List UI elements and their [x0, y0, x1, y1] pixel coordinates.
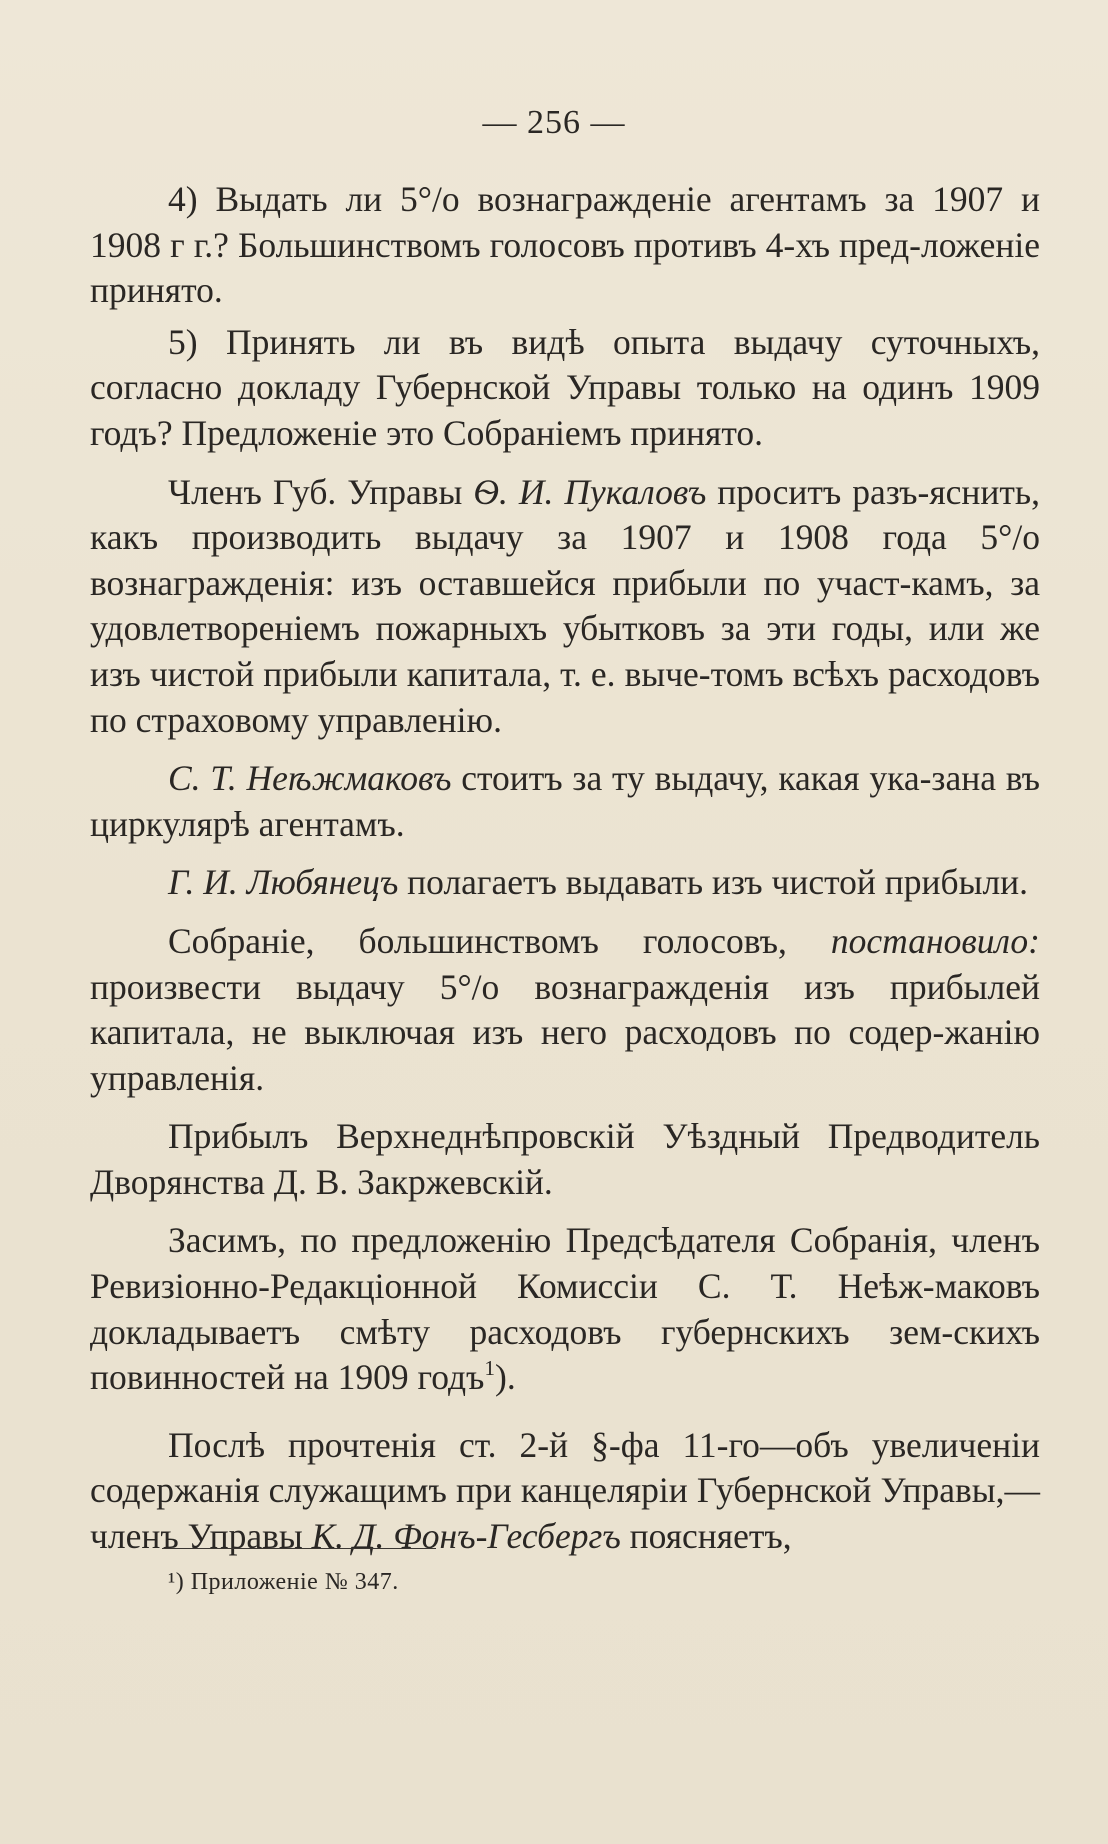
paragraph-2: 5) Принять ли въ видѣ опыта выдачу суточныхъ, согласно докладу Губернской Управы только на одинъ 1909 годъ? Предложеніе это Собраніемъ принято. [90, 321, 1040, 453]
resolution-emphasis: постановило: [830, 920, 1040, 961]
paragraph-3-body: проситъ разъ-яснить, какъ производить выдачу за 1907 и 1908 года 5°/o вознагражденія: изъ оставшейся прибыли по участ-камъ, за удовлетвореніемъ пожарныхъ убытковъ за эти годы, или же изъ чистой прибыли капитала, т. е. выче-томъ всѣхъ расходовъ по страховому управленію. [90, 471, 1040, 740]
person-name-lyubyanets: Г. И. Любянецъ [168, 862, 399, 903]
person-name-pukalov: Ѳ. И. Пукаловъ [473, 471, 707, 512]
paragraph-8 [90, 1218, 1040, 1400]
footnote-divider [162, 1548, 436, 1549]
paragraph-6 [90, 919, 1040, 1101]
paragraph-5 [90, 860, 1040, 906]
paragraph-8-body: Засимъ, по предложенію Предсѣдателя Собранія, членъ Ревизіонно-Редакціонной Комиссіи С. Т. Неѣж-маковъ докладываетъ смѣту расходовъ губернскихъ зем-скихъ повинностей на 1909 годъ [90, 1220, 1040, 1398]
paragraph-3 [90, 470, 1040, 744]
footnote-reference: 1 [484, 1356, 496, 1381]
paragraph-7: Прибылъ Верхнеднѣпровскій Уѣздный Предводитель Дворянства Д. В. Закржевскій. [90, 1116, 1040, 1202]
paragraph-9 [90, 1423, 1040, 1560]
paragraph-5-body: полагаетъ выдавать изъ чистой прибыли. [398, 862, 1029, 903]
paragraph-1: 4) Выдать ли 5°/o вознагражденіе агентамъ за 1907 и 1908 г г.? Большинствомъ голосовъ противъ 4-хъ пред-ложеніе принято. [90, 179, 1040, 311]
paragraph-9-lead: Послѣ прочтенія ст. 2-й §-фа 11-го—объ увеличеніи содержанія служащимъ при канцеляріи Губернской Управы,—членъ Управы [90, 1424, 1040, 1557]
paragraph-9-body: поясняетъ, [620, 1516, 792, 1557]
body-text [90, 177, 1040, 1560]
person-name-nezhmakov: С. Т. Неѣжмаковъ [168, 758, 452, 799]
footnote: ¹) Приложеніе № 347. [168, 1569, 399, 1595]
paragraph-3-lead: Членъ Губ. Управы [168, 471, 474, 512]
paragraph-6-lead: Собраніе, большинствомъ голосовъ, [168, 920, 831, 961]
paragraph-6-body: произвести выдачу 5°/o вознагражденія изъ прибылей капитала, не выключая изъ него расходовъ по содер-жанію управленія. [90, 966, 1040, 1098]
person-name-fon-gesberg: К. Д. Фонъ-Гесбергъ [311, 1516, 621, 1557]
page-number: — 256 — [482, 104, 626, 141]
paragraph-4-body: стоитъ за ту выдачу, какая ука-зана въ циркулярѣ агентамъ. [90, 758, 1040, 844]
paragraph-4 [90, 756, 1040, 847]
paragraph-8-tail: ). [495, 1357, 516, 1398]
